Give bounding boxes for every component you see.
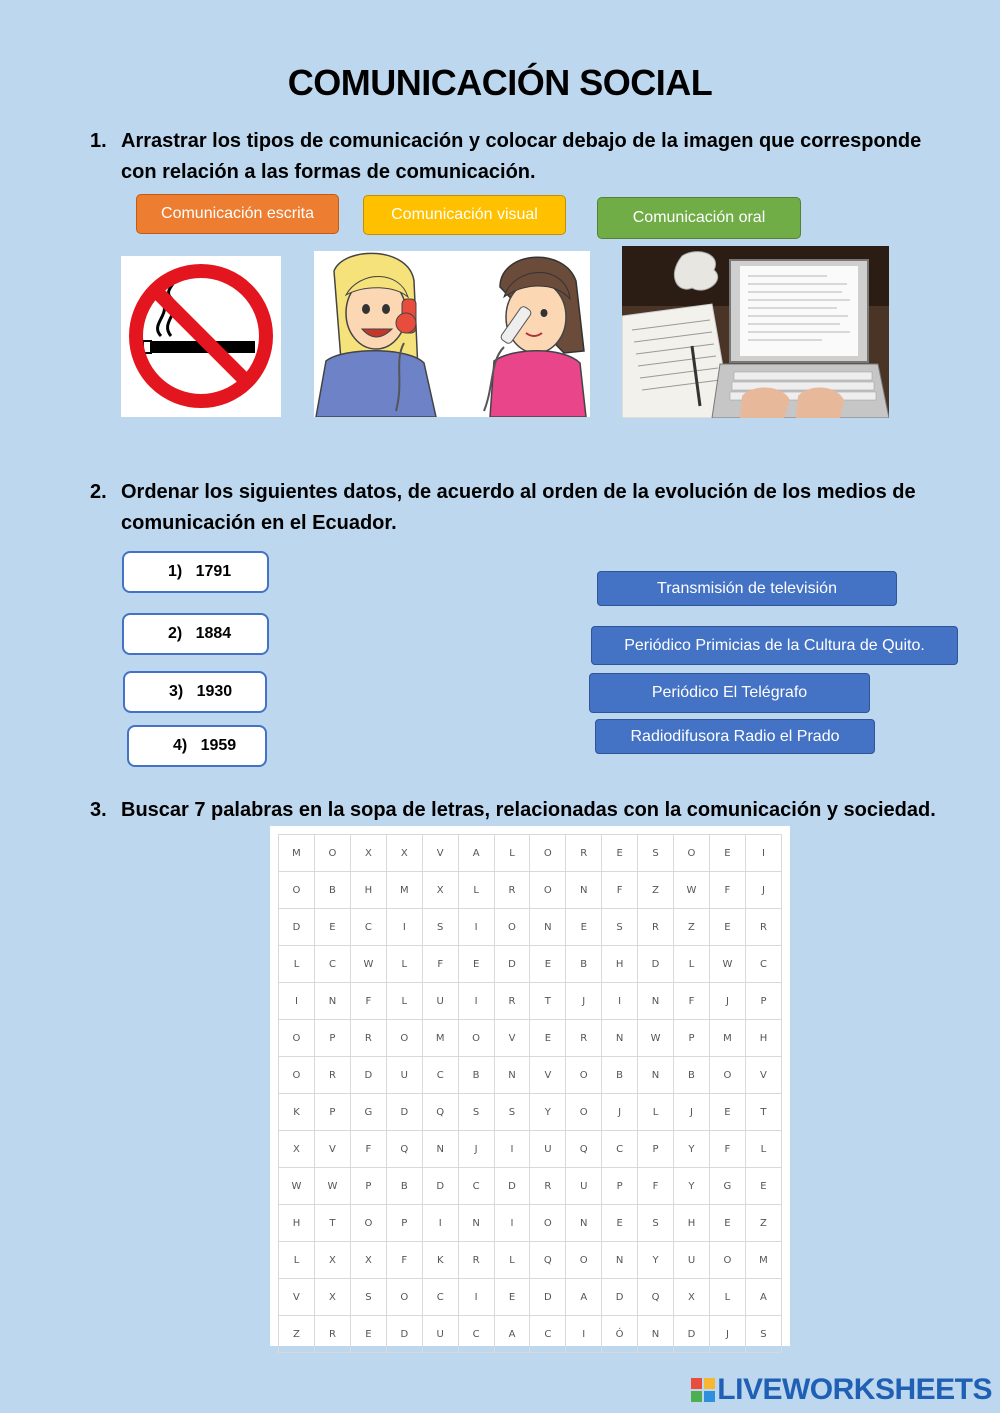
grid-cell[interactable]: U <box>422 983 458 1020</box>
grid-cell[interactable]: N <box>638 1316 674 1353</box>
grid-cell[interactable]: H <box>279 1205 315 1242</box>
grid-cell[interactable]: D <box>386 1316 422 1353</box>
question-number: 3. <box>90 799 107 821</box>
tag-oral-communication[interactable]: Comunicación oral <box>597 197 801 239</box>
grid-cell[interactable]: P <box>745 983 781 1020</box>
grid-row <box>279 1020 782 1057</box>
grid-cell[interactable]: J <box>674 1094 710 1131</box>
grid-cell[interactable]: P <box>602 1168 638 1205</box>
grid-cell[interactable]: V <box>422 835 458 872</box>
grid-cell[interactable]: J <box>458 1131 494 1168</box>
grid-cell[interactable]: I <box>566 1316 602 1353</box>
grid-cell[interactable]: I <box>458 909 494 946</box>
date-box-2[interactable] <box>122 613 269 655</box>
grid-cell[interactable]: I <box>279 983 315 1020</box>
question-text: Ordenar los siguientes datos, de acuerdo al orden de la evolución de los medios de comunicación en el Ecuador. <box>121 481 916 534</box>
date-label: 2) 1884 <box>168 625 232 642</box>
grid-cell[interactable]: E <box>350 1316 386 1353</box>
grid-cell[interactable]: O <box>530 1205 566 1242</box>
grid-cell[interactable]: S <box>422 909 458 946</box>
grid-row <box>279 1168 782 1205</box>
grid-cell[interactable]: S <box>745 1316 781 1353</box>
grid-row <box>279 909 782 946</box>
grid-cell[interactable]: E <box>530 1020 566 1057</box>
grid-cell[interactable]: V <box>279 1279 315 1316</box>
word-search-table <box>278 834 782 1353</box>
grid-cell[interactable]: D <box>638 946 674 983</box>
grid-cell[interactable]: E <box>530 946 566 983</box>
grid-cell[interactable]: Q <box>422 1094 458 1131</box>
grid-cell[interactable]: O <box>530 835 566 872</box>
grid-cell[interactable]: Ó <box>602 1316 638 1353</box>
grid-cell[interactable]: X <box>350 1242 386 1279</box>
question-1 <box>90 126 950 188</box>
grid-cell[interactable]: O <box>386 1279 422 1316</box>
grid-cell[interactable]: B <box>674 1057 710 1094</box>
grid-cell[interactable]: M <box>709 1020 745 1057</box>
grid-cell[interactable]: M <box>279 835 315 872</box>
grid-cell[interactable]: N <box>602 1242 638 1279</box>
grid-cell[interactable]: C <box>745 946 781 983</box>
grid-row <box>279 872 782 909</box>
grid-cell[interactable]: I <box>494 1131 530 1168</box>
grid-cell[interactable]: V <box>530 1057 566 1094</box>
grid-cell[interactable]: P <box>350 1168 386 1205</box>
date-box-4[interactable] <box>127 725 267 767</box>
event-tv-broadcast[interactable]: Transmisión de televisión <box>597 571 897 606</box>
grid-cell[interactable]: O <box>386 1020 422 1057</box>
grid-cell[interactable]: C <box>314 946 350 983</box>
tag-visual-communication[interactable]: Comunicación visual <box>363 195 566 235</box>
grid-cell[interactable]: V <box>314 1131 350 1168</box>
grid-cell[interactable]: Y <box>638 1242 674 1279</box>
grid-cell[interactable]: P <box>314 1020 350 1057</box>
grid-cell[interactable]: C <box>422 1279 458 1316</box>
grid-cell[interactable]: S <box>638 1205 674 1242</box>
grid-cell[interactable]: N <box>566 1205 602 1242</box>
grid-cell[interactable]: N <box>314 983 350 1020</box>
grid-cell[interactable]: I <box>422 1205 458 1242</box>
grid-cell[interactable]: O <box>709 1057 745 1094</box>
grid-row <box>279 1094 782 1131</box>
grid-cell[interactable]: Z <box>674 909 710 946</box>
grid-cell[interactable]: O <box>566 1057 602 1094</box>
grid-cell[interactable]: E <box>566 909 602 946</box>
grid-cell[interactable]: V <box>494 1020 530 1057</box>
grid-cell[interactable]: H <box>602 946 638 983</box>
grid-cell[interactable]: O <box>350 1205 386 1242</box>
grid-cell[interactable]: X <box>279 1131 315 1168</box>
grid-cell[interactable]: S <box>350 1279 386 1316</box>
grid-cell[interactable]: U <box>674 1242 710 1279</box>
grid-cell[interactable]: Q <box>530 1242 566 1279</box>
event-telegrafo-newspaper[interactable]: Periódico El Telégrafo <box>589 673 870 713</box>
grid-cell[interactable]: I <box>745 835 781 872</box>
grid-cell[interactable]: R <box>530 1168 566 1205</box>
grid-cell[interactable]: X <box>314 1279 350 1316</box>
grid-cell[interactable]: R <box>314 1316 350 1353</box>
grid-cell[interactable]: X <box>674 1279 710 1316</box>
grid-cell[interactable]: M <box>386 872 422 909</box>
grid-cell[interactable]: F <box>350 1131 386 1168</box>
grid-cell[interactable]: E <box>709 1205 745 1242</box>
question-number: 2. <box>90 481 107 503</box>
no-smoking-image <box>121 256 281 417</box>
grid-cell[interactable]: P <box>386 1205 422 1242</box>
question-2 <box>90 477 950 539</box>
grid-cell[interactable]: D <box>350 1057 386 1094</box>
grid-cell[interactable]: O <box>566 1242 602 1279</box>
grid-cell[interactable]: C <box>458 1316 494 1353</box>
grid-cell[interactable]: L <box>494 835 530 872</box>
phone-conversation-image <box>314 251 590 417</box>
grid-cell[interactable]: W <box>279 1168 315 1205</box>
grid-cell[interactable]: S <box>602 909 638 946</box>
grid-cell[interactable]: Q <box>638 1279 674 1316</box>
grid-cell[interactable]: D <box>602 1279 638 1316</box>
grid-cell[interactable]: L <box>674 946 710 983</box>
grid-row <box>279 1205 782 1242</box>
grid-cell[interactable]: F <box>350 983 386 1020</box>
grid-cell[interactable]: L <box>745 1131 781 1168</box>
grid-cell[interactable]: R <box>566 835 602 872</box>
grid-cell[interactable]: U <box>386 1057 422 1094</box>
grid-cell[interactable]: D <box>494 1168 530 1205</box>
grid-cell[interactable]: C <box>530 1316 566 1353</box>
grid-cell[interactable]: J <box>602 1094 638 1131</box>
grid-cell[interactable]: D <box>674 1316 710 1353</box>
grid-cell[interactable]: A <box>458 835 494 872</box>
grid-cell[interactable]: S <box>458 1094 494 1131</box>
grid-cell[interactable]: M <box>422 1020 458 1057</box>
grid-row <box>279 1131 782 1168</box>
grid-cell[interactable]: K <box>422 1242 458 1279</box>
grid-cell[interactable]: R <box>638 909 674 946</box>
grid-cell[interactable]: A <box>566 1279 602 1316</box>
grid-cell[interactable]: J <box>745 872 781 909</box>
grid-cell[interactable]: E <box>602 1205 638 1242</box>
liveworksheets-logo-icon <box>691 1378 715 1402</box>
grid-cell[interactable]: E <box>709 1094 745 1131</box>
grid-cell[interactable]: O <box>279 1057 315 1094</box>
grid-cell[interactable]: Z <box>745 1205 781 1242</box>
grid-cell[interactable]: Y <box>674 1168 710 1205</box>
grid-cell[interactable]: L <box>386 983 422 1020</box>
grid-cell[interactable]: R <box>494 983 530 1020</box>
grid-cell[interactable]: F <box>709 1131 745 1168</box>
question-text: Buscar 7 palabras en la sopa de letras, relacionadas con la comunicación y sociedad. <box>121 799 936 821</box>
grid-cell[interactable]: A <box>494 1316 530 1353</box>
grid-cell[interactable]: O <box>674 835 710 872</box>
grid-cell[interactable]: O <box>494 909 530 946</box>
grid-cell[interactable]: E <box>314 909 350 946</box>
grid-cell[interactable]: D <box>386 1094 422 1131</box>
laptop-writing-image <box>622 246 889 418</box>
grid-cell[interactable]: B <box>566 946 602 983</box>
grid-row <box>279 1242 782 1279</box>
grid-cell[interactable]: O <box>709 1242 745 1279</box>
grid-cell[interactable]: N <box>638 1057 674 1094</box>
grid-cell[interactable]: E <box>709 909 745 946</box>
grid-cell[interactable]: H <box>350 872 386 909</box>
grid-cell[interactable]: Y <box>674 1131 710 1168</box>
grid-row <box>279 835 782 872</box>
date-label: 3) 1930 <box>169 683 233 700</box>
date-box-1[interactable] <box>122 551 269 593</box>
question-text: Arrastrar los tipos de comunicación y colocar debajo de la imagen que corresponde con relación a las formas de comunicación. <box>121 130 922 183</box>
grid-cell[interactable]: D <box>422 1168 458 1205</box>
event-radio-prado[interactable]: Radiodifusora Radio el Prado <box>595 719 875 754</box>
page-title: COMUNICACIÓN SOCIAL <box>287 62 713 103</box>
grid-cell[interactable]: N <box>602 1020 638 1057</box>
grid-cell[interactable]: R <box>350 1020 386 1057</box>
grid-cell[interactable]: I <box>458 1279 494 1316</box>
grid-cell[interactable]: Q <box>386 1131 422 1168</box>
grid-cell[interactable]: Q <box>566 1131 602 1168</box>
grid-cell[interactable]: X <box>314 1242 350 1279</box>
grid-cell[interactable]: G <box>350 1094 386 1131</box>
grid-cell[interactable]: J <box>566 983 602 1020</box>
grid-cell[interactable]: I <box>494 1205 530 1242</box>
date-label: 1) 1791 <box>168 563 232 580</box>
grid-cell[interactable]: Z <box>279 1316 315 1353</box>
grid-row <box>279 946 782 983</box>
grid-cell[interactable]: W <box>314 1168 350 1205</box>
grid-cell[interactable]: B <box>458 1057 494 1094</box>
grid-cell[interactable]: X <box>350 835 386 872</box>
grid-cell[interactable]: D <box>530 1279 566 1316</box>
grid-cell[interactable]: B <box>314 872 350 909</box>
grid-cell[interactable]: U <box>530 1131 566 1168</box>
grid-row <box>279 1316 782 1353</box>
grid-row <box>279 1057 782 1094</box>
grid-cell[interactable]: T <box>314 1205 350 1242</box>
grid-row <box>279 1279 782 1316</box>
grid-cell[interactable]: W <box>350 946 386 983</box>
grid-cell[interactable]: F <box>602 872 638 909</box>
grid-cell[interactable]: X <box>422 872 458 909</box>
footer-branding <box>691 1373 992 1407</box>
grid-cell[interactable]: W <box>674 872 710 909</box>
grid-row <box>279 983 782 1020</box>
grid-cell[interactable]: R <box>566 1020 602 1057</box>
grid-cell[interactable]: T <box>745 1094 781 1131</box>
grid-cell[interactable]: P <box>674 1020 710 1057</box>
grid-cell[interactable]: O <box>279 872 315 909</box>
grid-cell[interactable]: H <box>674 1205 710 1242</box>
grid-cell[interactable]: G <box>709 1168 745 1205</box>
grid-cell[interactable]: C <box>350 909 386 946</box>
grid-cell[interactable]: U <box>422 1316 458 1353</box>
grid-cell[interactable]: B <box>386 1168 422 1205</box>
grid-cell[interactable]: O <box>458 1020 494 1057</box>
question-3 <box>90 795 950 826</box>
grid-cell[interactable]: V <box>745 1057 781 1094</box>
tag-written-communication[interactable]: Comunicación escrita <box>136 194 339 234</box>
grid-cell[interactable]: C <box>458 1168 494 1205</box>
grid-cell[interactable]: K <box>279 1094 315 1131</box>
grid-cell[interactable]: P <box>314 1094 350 1131</box>
brand-name: LIVEWORKSHEETS <box>717 1373 992 1406</box>
grid-cell[interactable]: E <box>458 946 494 983</box>
date-label: 4) 1959 <box>173 737 237 754</box>
grid-cell[interactable]: E <box>709 835 745 872</box>
grid-cell[interactable]: J <box>709 1316 745 1353</box>
grid-cell[interactable]: N <box>422 1131 458 1168</box>
grid-cell[interactable]: S <box>494 1094 530 1131</box>
grid-cell[interactable]: W <box>709 946 745 983</box>
grid-cell[interactable]: I <box>386 909 422 946</box>
grid-cell[interactable]: D <box>279 909 315 946</box>
grid-cell[interactable]: Z <box>638 872 674 909</box>
grid-cell[interactable]: A <box>745 1279 781 1316</box>
event-primicias-newspaper[interactable]: Periódico Primicias de la Cultura de Quito. <box>591 626 958 665</box>
grid-cell[interactable]: R <box>745 909 781 946</box>
grid-cell[interactable]: L <box>279 1242 315 1279</box>
grid-cell[interactable]: D <box>494 946 530 983</box>
grid-cell[interactable]: N <box>494 1057 530 1094</box>
grid-cell[interactable]: B <box>602 1057 638 1094</box>
grid-cell[interactable]: F <box>386 1242 422 1279</box>
grid-cell[interactable]: N <box>458 1205 494 1242</box>
grid-cell[interactable]: E <box>745 1168 781 1205</box>
grid-cell[interactable]: F <box>674 983 710 1020</box>
grid-cell[interactable]: Y <box>530 1094 566 1131</box>
grid-cell[interactable]: N <box>530 909 566 946</box>
grid-cell[interactable]: L <box>638 1094 674 1131</box>
word-search-grid <box>270 826 790 1346</box>
grid-cell[interactable]: O <box>314 835 350 872</box>
grid-cell[interactable]: L <box>279 946 315 983</box>
grid-cell[interactable]: R <box>314 1057 350 1094</box>
grid-cell[interactable]: M <box>745 1242 781 1279</box>
grid-cell[interactable]: U <box>566 1168 602 1205</box>
date-box-3[interactable] <box>123 671 267 713</box>
grid-cell[interactable]: O <box>566 1094 602 1131</box>
grid-cell[interactable]: T <box>530 983 566 1020</box>
grid-cell[interactable]: O <box>530 872 566 909</box>
grid-cell[interactable]: H <box>745 1020 781 1057</box>
grid-cell[interactable]: C <box>602 1131 638 1168</box>
grid-cell[interactable]: F <box>422 946 458 983</box>
grid-cell[interactable]: C <box>422 1057 458 1094</box>
grid-cell[interactable]: N <box>566 872 602 909</box>
grid-cell[interactable]: E <box>494 1279 530 1316</box>
grid-cell[interactable]: L <box>709 1279 745 1316</box>
grid-cell[interactable]: R <box>458 1242 494 1279</box>
grid-cell[interactable]: P <box>638 1131 674 1168</box>
grid-cell[interactable]: I <box>458 983 494 1020</box>
grid-cell[interactable]: I <box>602 983 638 1020</box>
grid-cell[interactable]: L <box>494 1242 530 1279</box>
grid-cell[interactable]: R <box>494 872 530 909</box>
grid-cell[interactable]: O <box>279 1020 315 1057</box>
grid-cell[interactable]: F <box>709 872 745 909</box>
grid-cell[interactable]: W <box>638 1020 674 1057</box>
grid-cell[interactable]: N <box>638 983 674 1020</box>
grid-cell[interactable]: X <box>386 835 422 872</box>
grid-cell[interactable]: E <box>602 835 638 872</box>
grid-cell[interactable]: J <box>709 983 745 1020</box>
grid-cell[interactable]: L <box>458 872 494 909</box>
grid-cell[interactable]: F <box>638 1168 674 1205</box>
grid-cell[interactable]: L <box>386 946 422 983</box>
question-number: 1. <box>90 130 107 152</box>
grid-cell[interactable]: S <box>638 835 674 872</box>
